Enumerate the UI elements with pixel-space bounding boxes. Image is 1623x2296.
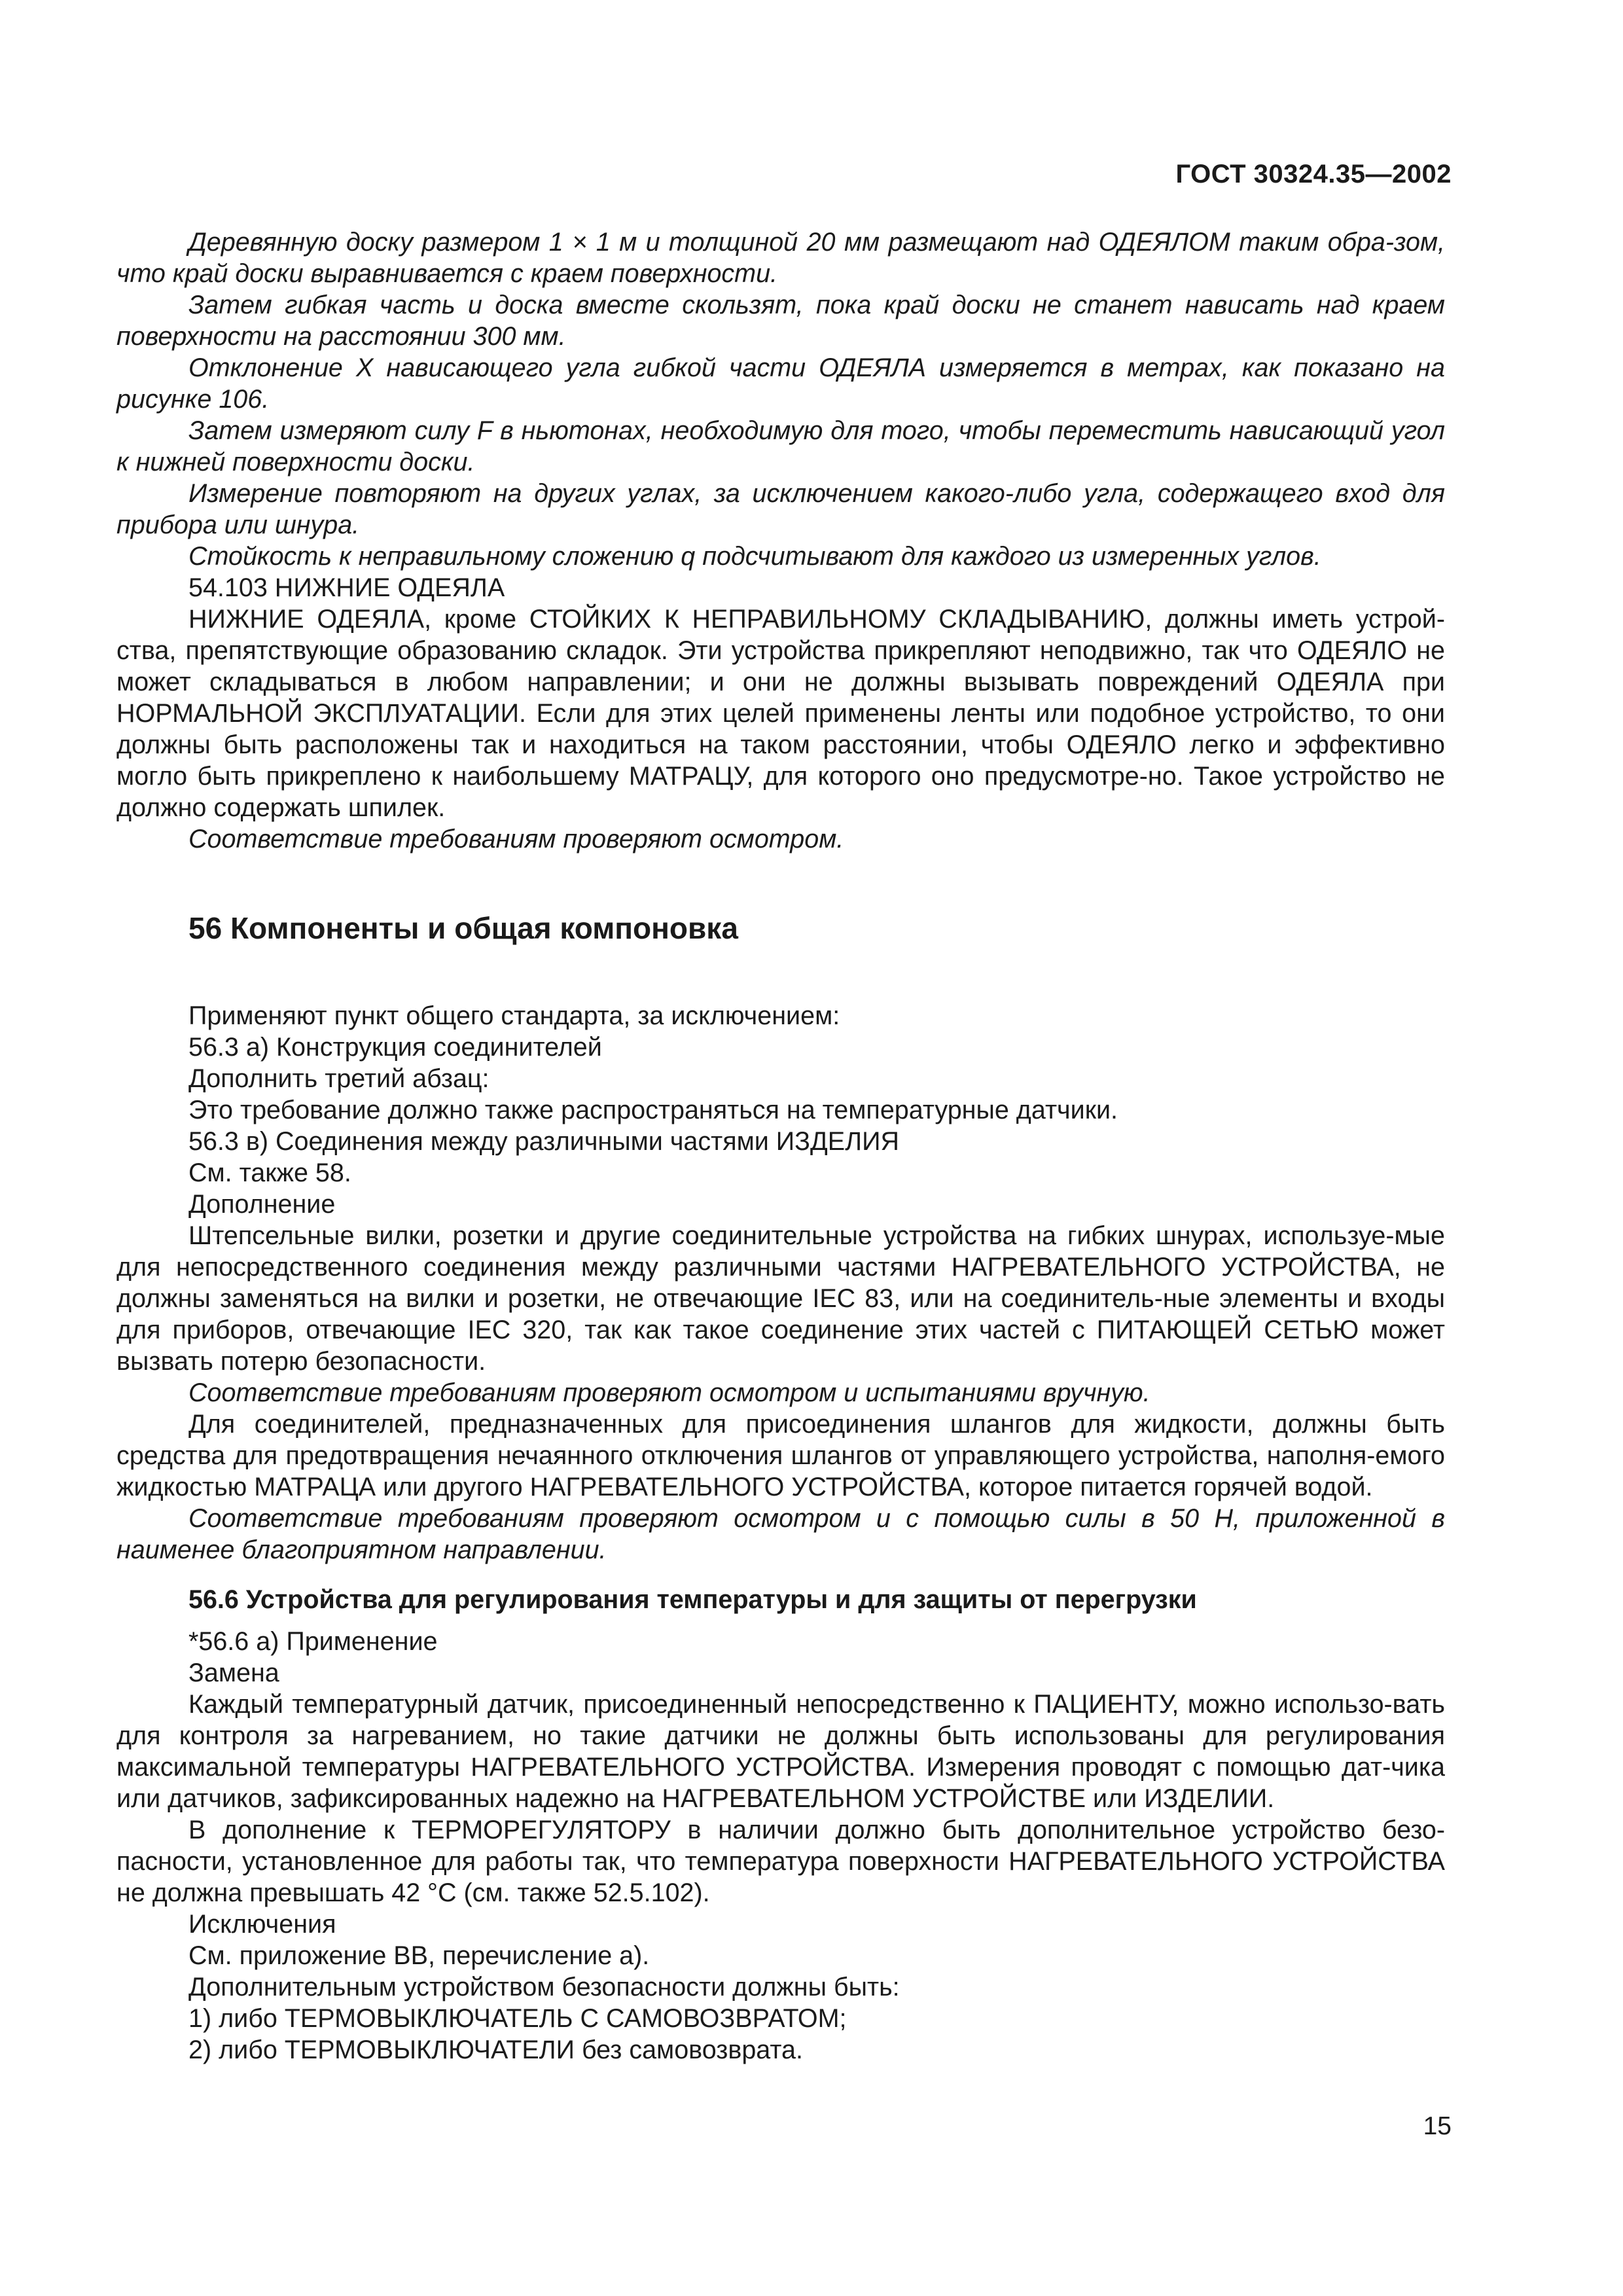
clause-heading: 56.3 а) Конструкция соединителей (188, 1033, 602, 1062)
paragraph: Для соединителей, предназначенных для присоединения шлангов для жидкости, должны быть средства для предотвращения нечаянного отключения шлангов от управляющего устройства, наполня-емого жидкостью МАТРАЦА или другого НАГРЕВАТЕЛЬНОГО УСТРОЙСТВА, которое питается горячей водой. (116, 1410, 1445, 1501)
paragraph: Штепсельные вилки, розетки и другие соединительные устройства на гибких шнурах, используе-мые для непосредственного соединения между различными частями НАГРЕВАТЕЛЬНОГО УСТРОЙСТВА, не должны заменяться на вилки и розетки, не отвечающие IEC 83, или на соединитель-ные элементы и входы для приборов, отвечающие IEC 320, так как такое соединение этих частей с ПИТАЮЩЕЙ СЕТЬЮ может вызвать потерю безопасности. (116, 1221, 1445, 1376)
paragraph: Соответствие требованиям проверяют осмотром и с помощью силы в 50 Н, приложенной в наименее благоприятном направлении. (116, 1504, 1445, 1564)
block-blankets (116, 226, 1445, 855)
paragraph: Исключения (188, 1910, 336, 1939)
paragraph: Дополнение (188, 1190, 336, 1219)
clause-heading: 54.103 НИЖНИЕ ОДЕЯЛА (188, 573, 505, 602)
document-header: ГОСТ 30324.35—2002 (1175, 160, 1452, 188)
clause-heading: *56.6 а) Применение (188, 1627, 438, 1656)
block-temperature-devices (116, 1626, 1445, 2066)
paragraph: Применяют пункт общего стандарта, за исключением: (188, 1001, 840, 1030)
paragraph: Отклонение X нависающего угла гибкой части ОДЕЯЛА измеряется в метрах, как показано на рисунке 106. (116, 353, 1445, 414)
clause-heading: 56.3 в) Соединения между различными частями ИЗДЕЛИЯ (188, 1127, 899, 1156)
paragraph: Деревянную доску размером 1 × 1 м и толщиной 20 мм размещают над ОДЕЯЛОМ таким обра-зом, что край доски выравнивается с краем поверхности. (116, 228, 1445, 288)
paragraph: Измерение повторяют на других углах, за исключением какого-либо угла, содержащего вход для прибора или шнура. (116, 479, 1445, 539)
paragraph: Стойкость к неправильному сложению q подсчитывают для каждого из измеренных углов. (188, 542, 1321, 571)
paragraph: См. приложение ВВ, перечисление а). (188, 1941, 650, 1970)
section-heading-56-6: 56.6 Устройства для регулирования температуры и для защиты от перегрузки (188, 1585, 1197, 1614)
paragraph: Затем измеряют силу F в ньютонах, необходимую для того, чтобы переместить нависающий угол к нижней поверхности доски. (116, 416, 1445, 476)
paragraph: Дополнительным устройством безопасности должны быть: (188, 1973, 900, 2001)
page-number: 15 (1423, 2112, 1452, 2140)
paragraph: Замена (188, 1659, 279, 1687)
paragraph: Это требование должно также распространяться на температурные датчики. (188, 1096, 1118, 1124)
paragraph: Каждый температурный датчик, присоединенный непосредственно к ПАЦИЕНТУ, можно использо-вать для контроля за нагреванием, но такие датчики не должны быть использованы для регулирования максимальной температуры НАГРЕВАТЕЛЬНОГО УСТРОЙСТВА. Измерения проводят с помощью дат-чика или датчиков, зафиксированных надежно на НАГРЕВАТЕЛЬНОМ УСТРОЙСТВЕ или ИЗДЕЛИИ. (116, 1690, 1445, 1813)
block-components (116, 1000, 1445, 1566)
list-item: 2) либо ТЕРМОВЫКЛЮЧАТЕЛИ без самовозврата. (188, 2036, 803, 2064)
paragraph: Дополнить третий абзац: (188, 1064, 490, 1093)
paragraph: НИЖНИЕ ОДЕЯЛА, кроме СТОЙКИХ К НЕПРАВИЛЬНОМУ СКЛАДЫВАНИЮ, должны иметь устрой-ства, препятствующие образованию складок. Эти устройства прикрепляют неподвижно, так что ОДЕЯЛО не может складываться в любом направлении; и они не должны вызывать повреждений ОДЕЯЛА при НОРМАЛЬНОЙ ЭКСПЛУАТАЦИИ. Если для этих целей применены ленты или подобное устройство, то они должны быть расположены так и находиться на таком расстоянии, чтобы ОДЕЯЛО легко и эффективно могло быть прикреплено к наибольшему МАТРАЦУ, для которого оно предусмотре-но. Такое устройство не должно содержать шпилек. (116, 605, 1445, 822)
paragraph: Соответствие требованиям проверяют осмотром и испытаниями вручную. (188, 1378, 1150, 1407)
paragraph: Затем гибкая часть и доска вместе скользят, пока край доски не станет нависать над краем поверхности на расстоянии 300 мм. (116, 291, 1445, 351)
paragraph: В дополнение к ТЕРМОРЕГУЛЯТОРУ в наличии должно быть дополнительное устройство безо-пасности, установленное для работы так, что температура поверхности НАГРЕВАТЕЛЬНОГО УСТРОЙСТВА не должна превышать 42 °С (см. также 52.5.102). (116, 1816, 1445, 1907)
list-item: 1) либо ТЕРМОВЫКЛЮЧАТЕЛЬ С САМОВОЗВРАТОМ; (188, 2004, 847, 2033)
paragraph: См. также 58. (188, 1158, 351, 1187)
paragraph: Соответствие требованиям проверяют осмотром. (188, 825, 844, 853)
section-heading-56: 56 Компоненты и общая компоновка (188, 911, 738, 945)
document-body (116, 226, 1445, 2066)
